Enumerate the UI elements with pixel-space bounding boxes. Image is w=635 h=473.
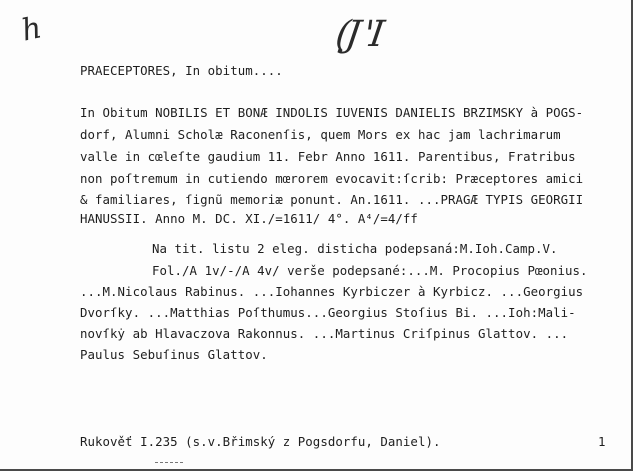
entry-line: In Obitum NOBILIS ET BONÆ INDOLIS IUVENIS DANIELIS BRZIMSKY à POGS- — [80, 105, 584, 120]
footer-reference: Rukověť I.235 (s.v.Břimský z Pogsdorfu, Daniel). — [80, 434, 441, 449]
note-line: novſkẏ ab Hlavaczova Rakonnus. ...Martinus Criſpinus Glattov. ... — [80, 326, 569, 341]
handwritten-mark: h — [18, 10, 45, 49]
note-line: ...M.Nicolaus Rabinus. ...Iohannes Kyrbiczer à Kyrbicz. ...Georgius — [80, 284, 584, 299]
pencil-mark — [155, 462, 183, 463]
note-line: Paulus Sebuſinus Glattov. — [80, 347, 268, 362]
entry-line: valle in cœleſte gaudium 11. Febr Anno 1611. Parentibus, Fratribus — [80, 149, 576, 164]
note-line: Na tit. listu 2 eleg. disticha podepsaná:M.Ioh.Camp.V. — [152, 241, 558, 256]
entry-line: dorf, Alumni Scholæ Raconenſis, quem Mors ex hac jam lachrimarum — [80, 127, 561, 142]
entry-line: & familiares, ſignũ memoriæ ponunt. An.1611. ...PRAGÆ TYPIS GEORGII — [80, 192, 584, 207]
note-line: Dvorſky. ...Matthias Poſthumus...Georgius Stoſius Bi. ...Ioh:Mali- — [80, 305, 576, 320]
card-heading: PRAECEPTORES, In obitum.... — [80, 63, 283, 78]
entry-line: HANUSSII. Anno M. DC. XI./=1611/ 4°. A⁴/=4/ff — [80, 211, 418, 226]
entry-line: non poſtremum in cutiendo mœrorem evocavit:ſcrib: Præceptores amici — [80, 171, 584, 186]
note-line: Fol./A 1v/-/A 4v/ verše podepsané:...M. Procopius Pœonius. — [152, 263, 588, 278]
page-number: 1 — [598, 434, 606, 449]
handwritten-shelfmark: (J 'I — [333, 14, 383, 55]
